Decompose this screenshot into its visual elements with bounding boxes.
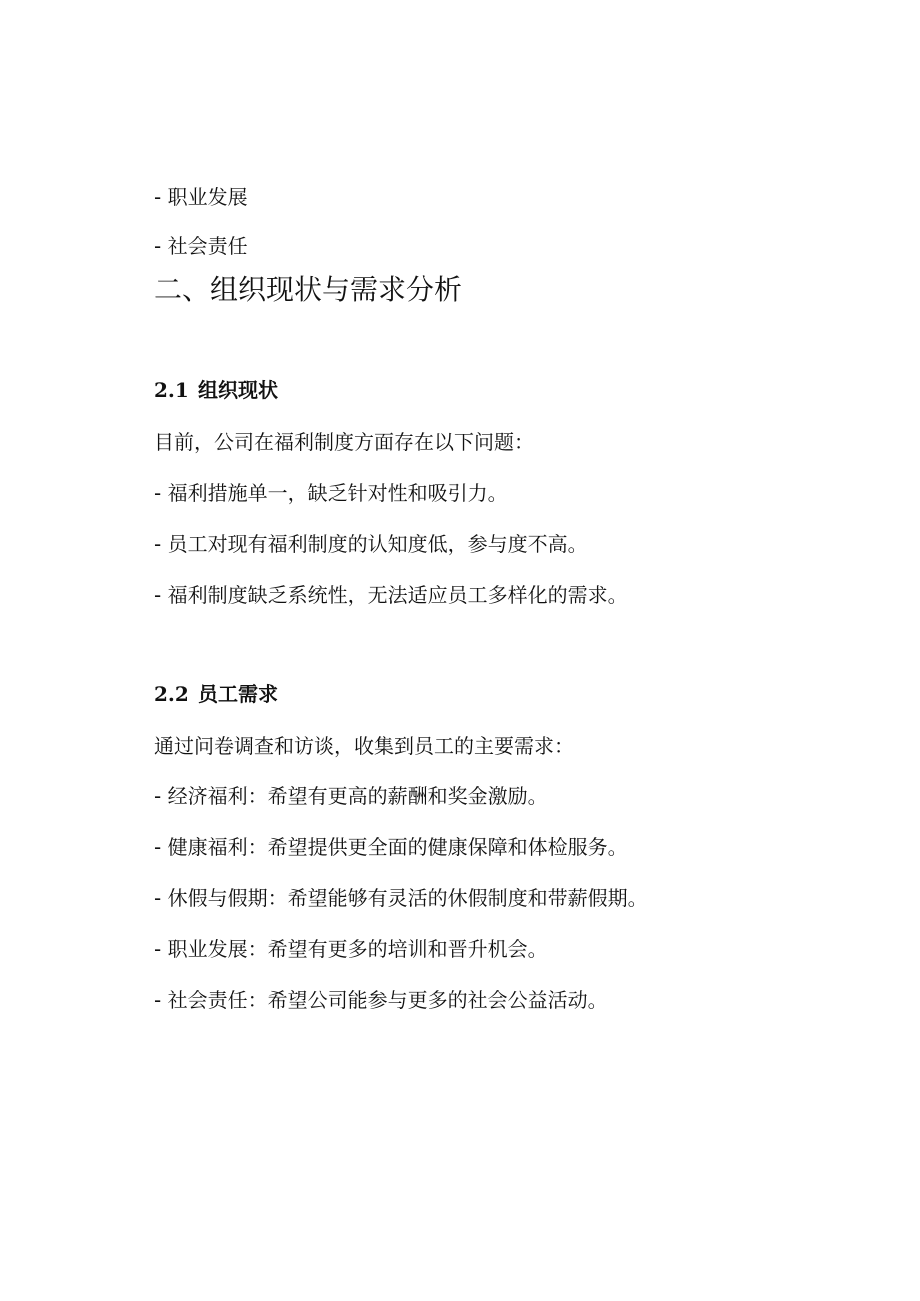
subsection-number: 2.1 [154,378,189,402]
list-item: - 社会责任：希望公司能参与更多的社会公益活动。 [154,988,608,1012]
paragraph: 通过问卷调查和访谈，收集到员工的主要需求： [154,734,574,758]
list-item: - 健康福利：希望提供更全面的健康保障和体检服务。 [154,835,628,859]
list-item: - 经济福利：希望有更高的薪酬和奖金激励。 [154,784,548,808]
subsection-heading [154,376,278,404]
list-item: - 职业发展：希望有更多的培训和晋升机会。 [154,937,548,961]
subsection-title: 组织现状 [198,378,278,402]
subsection-title: 员工需求 [198,682,278,706]
list-item: - 福利制度缺乏系统性，无法适应员工多样化的需求。 [154,583,628,607]
subsection-number: 2.2 [154,682,189,706]
paragraph: 目前，公司在福利制度方面存在以下问题： [154,430,534,454]
list-item: - 社会责任 [154,234,248,258]
subsection-heading [154,680,278,708]
list-item: - 休假与假期：希望能够有灵活的休假制度和带薪假期。 [154,886,648,910]
list-item: - 职业发展 [154,185,248,209]
list-item: - 福利措施单一，缺乏针对性和吸引力。 [154,481,508,505]
section-heading: 二、组织现状与需求分析 [154,273,463,306]
list-item: - 员工对现有福利制度的认知度低，参与度不高。 [154,532,588,556]
